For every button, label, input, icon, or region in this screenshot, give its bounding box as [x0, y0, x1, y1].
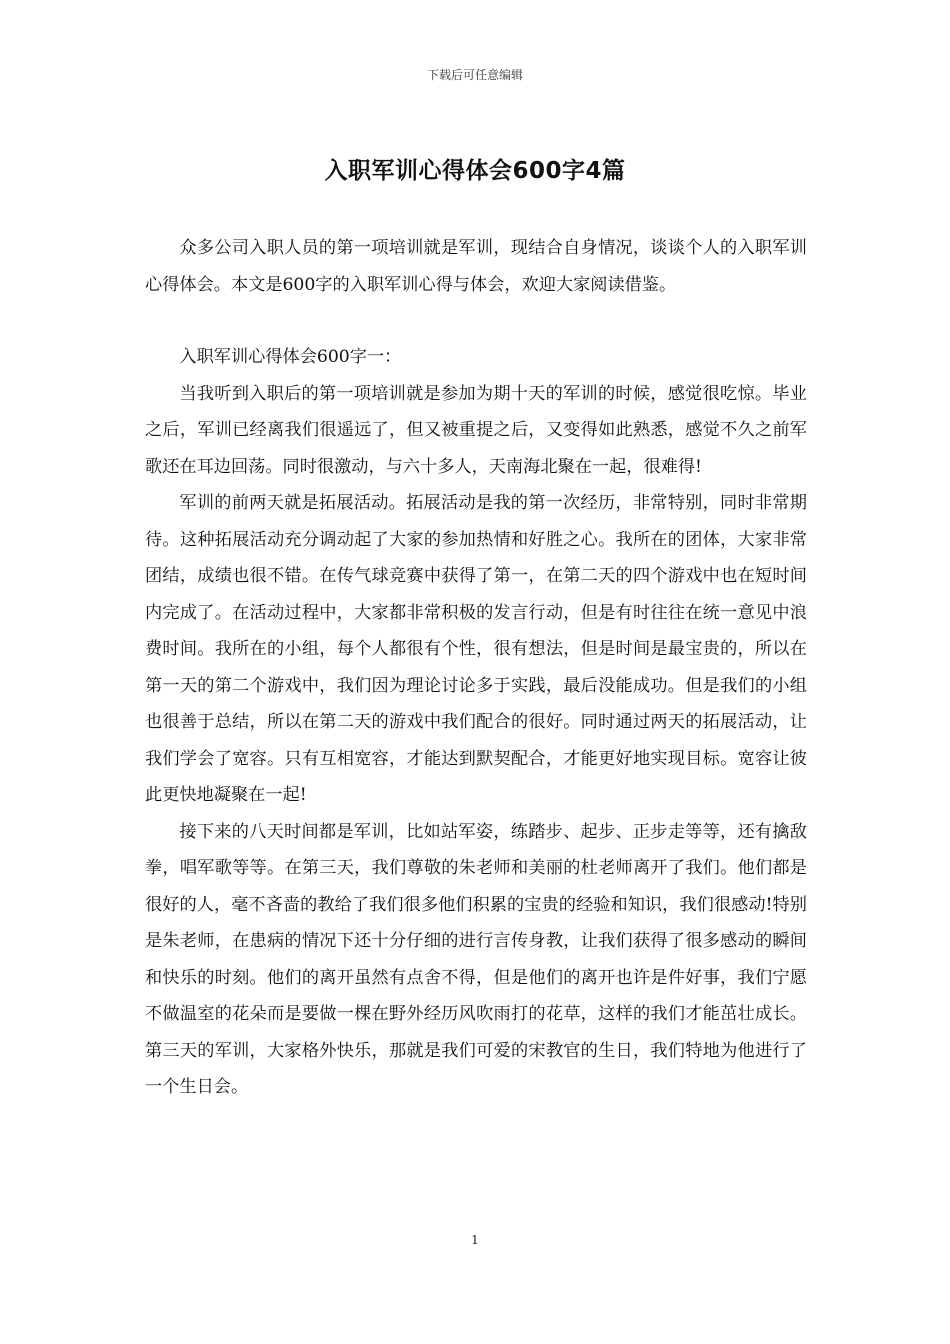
section-heading: 入职军训心得体会600字一： — [179, 347, 402, 367]
document-body — [145, 230, 807, 1106]
page-header: 下载后可任意编辑 — [426, 68, 523, 82]
body-paragraph: 当我听到入职后的第一项培训就是参加为期十天的军训的时候，感觉很吃惊。毕业之后，军训已经离我们很遥远了，但又被重提之后，又变得如此熟悉，感觉不久之前军歌还在耳边回荡。同时很激动，与六十多人，天南海北聚在一起，很难得! — [145, 383, 807, 477]
body-paragraph: 军训的前两天就是拓展活动。拓展活动是我的第一次经历，非常特别，同时非常期待。这种拓展活动充分调动起了大家的参加热情和好胜之心。我所在的团体，大家非常团结，成绩也很不错。在传气球竞赛中获得了第一，在第二天的四个游戏中也在短时间内完成了。在活动过程中，大家都非常积极的发言行动，但是有时往往在统一意见中浪费时间。我所在的小组，每个人都很有个性，很有想法，但是时间是最宝贵的，所以在第一天的第二个游戏中，我们因为理论讨论多于实践，最后没能成功。但是我们的小组也很善于总结，所以在第二天的游戏中我们配合的很好。同时通过两天的拓展活动，让我们学会了宽容。只有互相宽容，才能达到默契配合，才能更好地实现目标。宽容让彼此更快地凝聚在一起! — [145, 493, 807, 805]
page-number: 1 — [471, 1233, 479, 1247]
document-title: 入职军训心得体会600字4篇 — [324, 158, 626, 184]
body-paragraph: 接下来的八天时间都是军训，比如站军姿，练踏步、起步、正步走等等，还有擒敌拳，唱军歌等等。在第三天，我们尊敬的朱老师和美丽的杜老师离开了我们。他们都是很好的人，毫不吝啬的教给了我们很多他们积累的宝贵的经验和知识，我们很感动!特别是朱老师，在患病的情况下还十分仔细的进行言传身教，让我们获得了很多感动的瞬间和快乐的时刻。他们的离开虽然有点舍不得，但是他们的离开也许是件好事，我们宁愿不做温室的花朵而是要做一棵在野外经历风吹雨打的花草，这样的我们才能茁壮成长。第三天的军训，大家格外快乐，那就是我们可爱的宋教官的生日，我们特地为他进行了一个生日会。 — [145, 821, 807, 1097]
intro-paragraph: 众多公司入职人员的第一项培训就是军训，现结合自身情况，谈谈个人的入职军训心得体会。本文是600字的入职军训心得与体会，欢迎大家阅读借鉴。 — [145, 238, 807, 295]
